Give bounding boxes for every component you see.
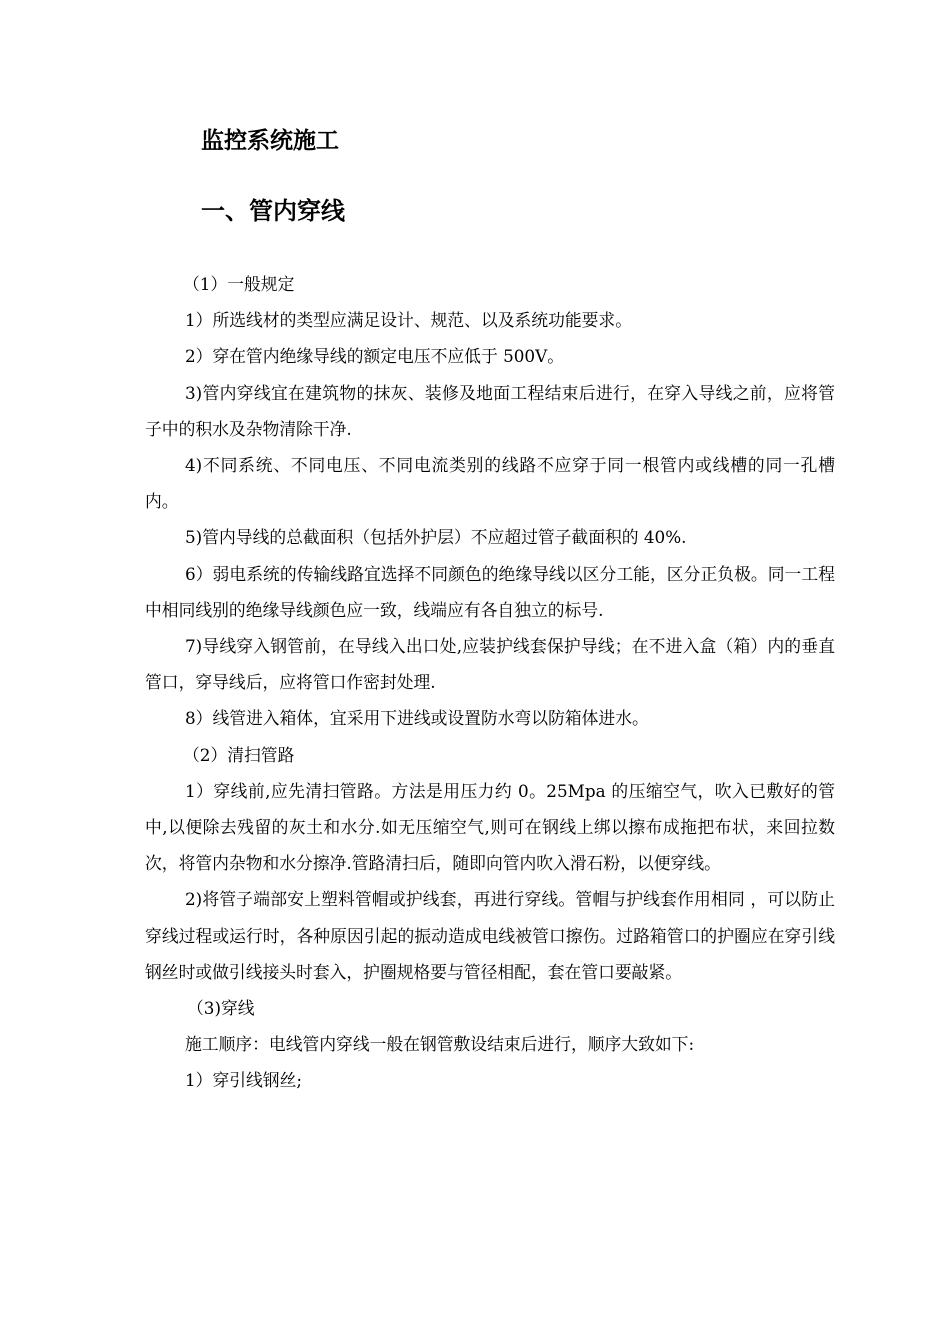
subsection-heading-general-rules: （1）一般规定 xyxy=(183,274,295,294)
section-heading: 一、管内穿线 xyxy=(201,197,345,225)
paragraph: 2)将管子端部安上塑料管帽或护线套，再进行穿线。管帽与护线套作用相同 ，可以防止穿线过程或运行时，各种原因引起的振动造成电线被管口擦伤。过路箱管口的护圈应在穿引线钢丝时或做引线接头时套入，护圈规格要与管径相配，套在管口要敲紧。 xyxy=(145,889,835,982)
paragraph: 3)管内穿线宜在建筑物的抹灰、装修及地面工程结束后进行，在穿入导线之前，应将管子中的积水及杂物清除干净. xyxy=(145,382,835,439)
paragraph: 5)管内导线的总截面积（包括外护层）不应超过管子截面积的 40%. xyxy=(185,527,687,548)
subsection-heading-clean-pipes: （2）清扫管路 xyxy=(183,744,295,765)
paragraph: 施工顺序：电线管内穿线一般在钢管敷设结束后进行，顺序大致如下: xyxy=(185,1034,695,1055)
document-title: 监控系统施工 xyxy=(201,128,339,154)
paragraph: 2）穿在管内绝缘导线的额定电压不应低于 500V。 xyxy=(185,346,565,367)
paragraph: 6）弱电系统的传输线路宜选择不同颜色的绝缘导线以区分工能，区分正负极。同一工程中相同线别的绝缘导线颜色应一致，线端应有各自独立的标号. xyxy=(145,563,835,620)
paragraph: 1）所选线材的类型应满足设计、规范、以及系统功能要求。 xyxy=(185,310,632,331)
paragraph: 8）线管进入箱体，宜采用下进线或设置防水弯以防箱体进水。 xyxy=(185,708,649,729)
paragraph: 7)导线穿入钢管前，在导线入出口处,应装护线套保护导线；在不进入盒（箱）内的垂直管口，穿导线后，应将管口作密封处理. xyxy=(145,636,835,693)
subsection-heading-threading: （3)穿线 xyxy=(187,998,255,1019)
paragraph: 1）穿线前,应先清扫管路。方法是用压力约 0。25Mpa 的压缩空气，吹入已敷好的管中,以便除去残留的灰土和水分.如无压缩空气,则可在钢线上绑以擦布成拖把布状，来回拉数次，将管内杂物和水分擦净.管路清扫后，随即向管内吹入滑石粉，以便穿线。 xyxy=(145,780,835,874)
paragraph: 1）穿引线钢丝; xyxy=(185,1070,303,1091)
document-body xyxy=(145,266,835,1099)
paragraph: 4)不同系统、不同电压、不同电流类别的线路不应穿于同一根管内或线槽的同一孔槽内。 xyxy=(145,455,835,512)
